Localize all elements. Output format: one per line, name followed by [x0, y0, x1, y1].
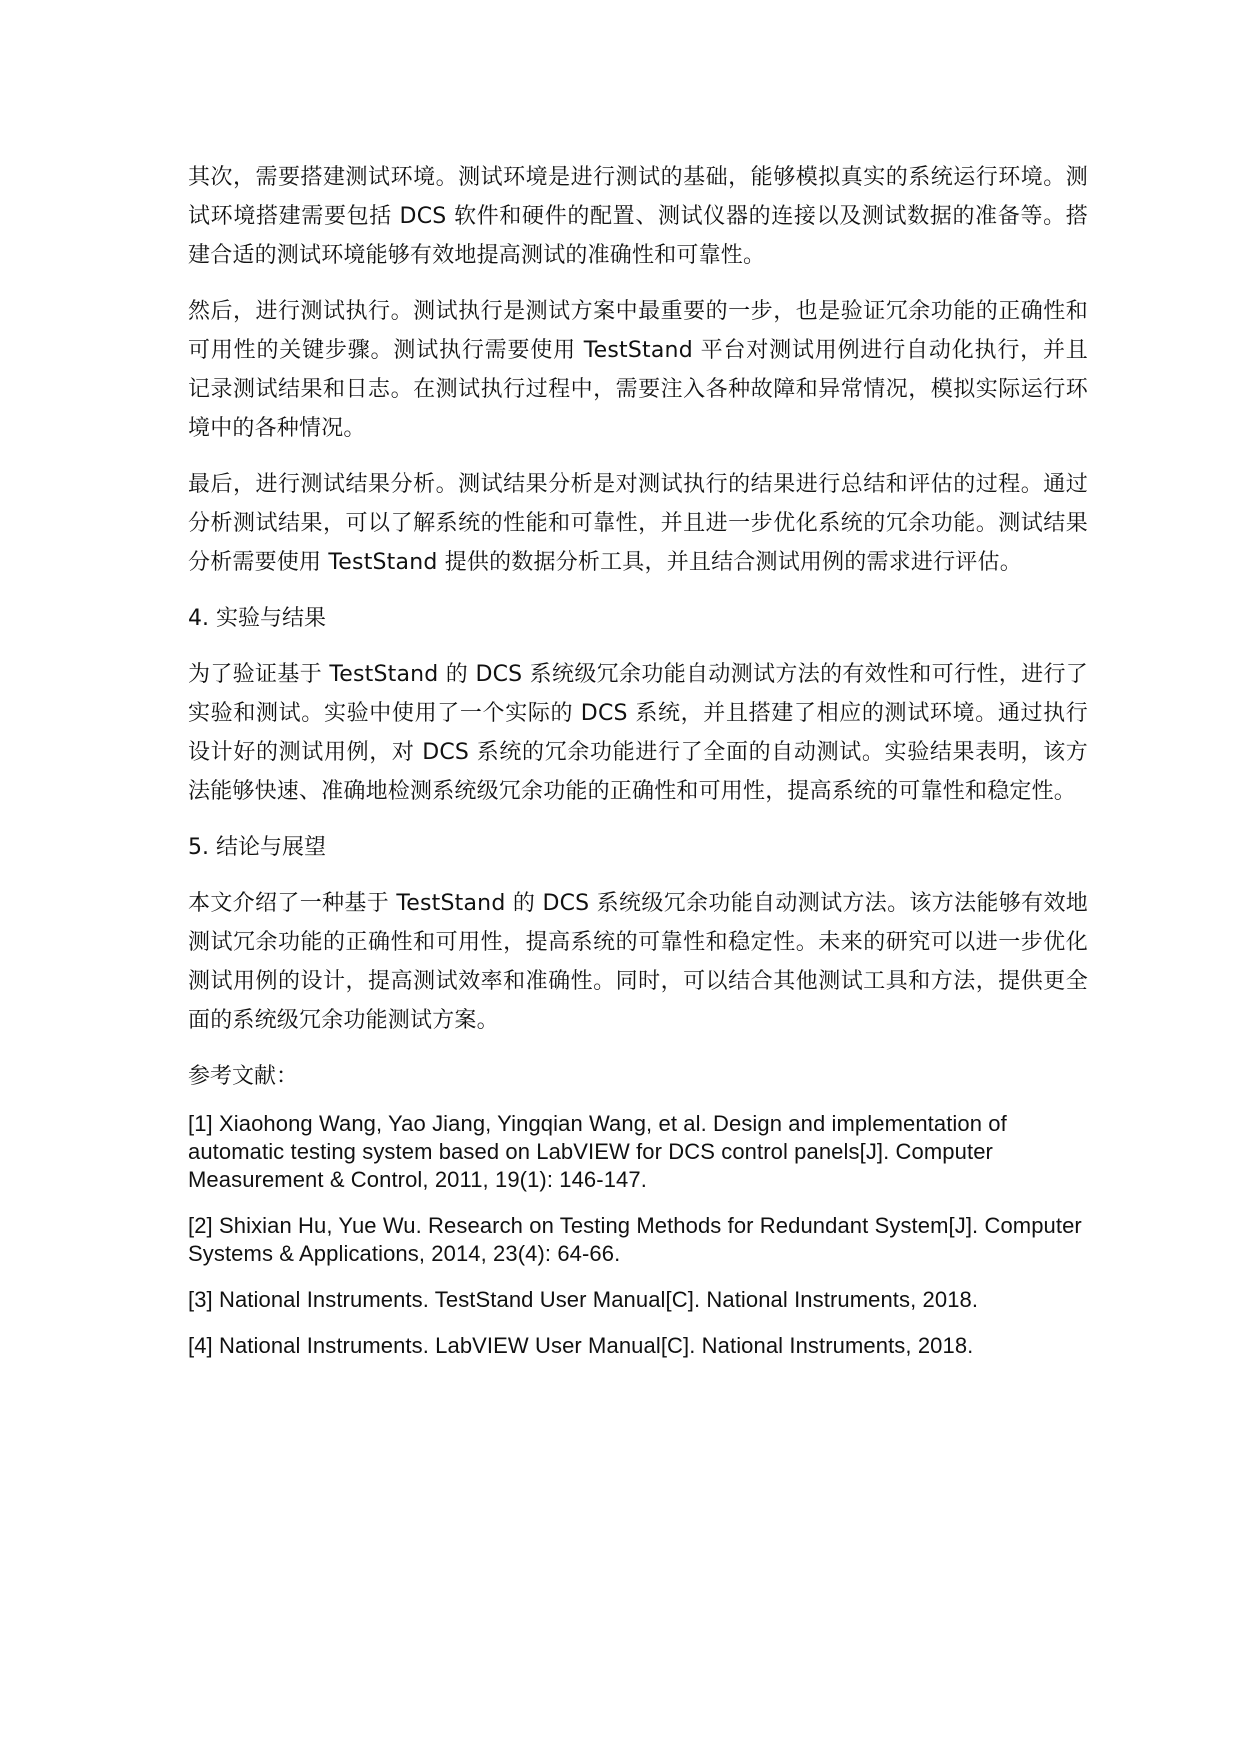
reference-item: [3] National Instruments. TestStand User Manual[C]. National Instruments, 2018.	[188, 1287, 979, 1312]
reference-item: [1] Xiaohong Wang, Yao Jiang, Yingqian Wang, et al. Design and implementation of automatic testing system based on LabVIEW for DCS control panels[J]. Computer Measurement & Control, 2011, 19(1): 146-147.	[188, 1111, 1007, 1192]
paragraph-test-execution: 然后，进行测试执行。测试执行是测试方案中最重要的一步，也是验证冗余功能的正确性和可用性的关键步骤。测试执行需要使用 TestStand 平台对测试用例进行自动化执行，并且记录测试结果和日志。在测试执行过程中，需要注入各种故障和异常情况，模拟实际运行环境中的各种情况。	[188, 299, 1088, 441]
reference-item: [2] Shixian Hu, Yue Wu. Research on Testing Methods for Redundant System[J]. Computer Systems & Applications, 2014, 23(4): 64-66.	[188, 1213, 1082, 1266]
paragraph-conclusion: 本文介绍了一种基于 TestStand 的 DCS 系统级冗余功能自动测试方法。该方法能够有效地测试冗余功能的正确性和可用性，提高系统的可靠性和稳定性。未来的研究可以进一步优化测试用例的设计，提高测试效率和准确性。同时，可以结合其他测试工具和方法，提供更全面的系统级冗余功能测试方案。	[188, 891, 1088, 1033]
section-heading-experiment: 4. 实验与结果	[188, 606, 326, 631]
section-heading-conclusion: 5. 结论与展望	[188, 835, 326, 860]
paragraph-result-analysis: 最后，进行测试结果分析。测试结果分析是对测试执行的结果进行总结和评估的过程。通过分析测试结果，可以了解系统的性能和可靠性，并且进一步优化系统的冗余功能。测试结果分析需要使用 TestStand 提供的数据分析工具，并且结合测试用例的需求进行评估。	[188, 472, 1088, 575]
document-page	[188, 158, 1088, 1378]
paragraph-experiment: 为了验证基于 TestStand 的 DCS 系统级冗余功能自动测试方法的有效性和可行性，进行了实验和测试。实验中使用了一个实际的 DCS 系统，并且搭建了相应的测试环境。通过执行设计好的测试用例，对 DCS 系统的冗余功能进行了全面的自动测试。实验结果表明，该方法能够快速、准确地检测系统级冗余功能的正确性和可用性，提高系统的可靠性和稳定性。	[188, 662, 1088, 804]
paragraph-test-environment: 其次，需要搭建测试环境。测试环境是进行测试的基础，能够模拟真实的系统运行环境。测试环境搭建需要包括 DCS 软件和硬件的配置、测试仪器的连接以及测试数据的准备等。搭建合适的测试环境能够有效地提高测试的准确性和可靠性。	[188, 165, 1088, 268]
reference-item: [4] National Instruments. LabVIEW User Manual[C]. National Instruments, 2018.	[188, 1333, 974, 1358]
references-title: 参考文献：	[188, 1064, 299, 1089]
